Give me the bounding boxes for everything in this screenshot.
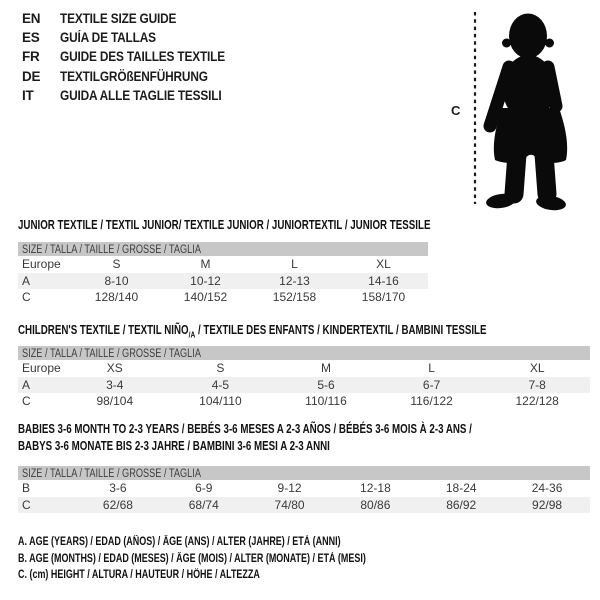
language-title-list — [22, 9, 248, 105]
measure-label-c: C — [451, 103, 461, 118]
section-title-babies — [18, 421, 472, 455]
value-cell: 152/158 — [272, 290, 317, 304]
table-row — [18, 480, 590, 497]
footnote-b: B. AGE (MONTHS) / EDAD (MESES) / ÂGE (MOIS) / ALTER (MONATE) / ETÀ (MESI) — [18, 552, 366, 565]
value-cell: 3-4 — [106, 377, 124, 392]
value-cell: 8-10 — [104, 273, 129, 288]
language-title: GUIDE DES TAILLES TEXTILE — [60, 49, 226, 65]
section-title-junior: JUNIOR TEXTILE / TEXTIL JUNIOR/ TEXTILE JUNIOR / JUNIORTEXTIL / JUNIOR TESSILE — [18, 218, 431, 232]
value-cell: 104/110 — [199, 394, 242, 408]
title-text: CHILDREN'S TEXTILE / TEXTIL NIÑO — [18, 323, 189, 337]
title-text: / TEXTILE DES ENFANTS / KINDERTEXTIL / BAMBINI TESSILE — [195, 323, 487, 337]
row-label-cell: A — [22, 377, 31, 392]
value-cell: 14-16 — [368, 273, 399, 288]
size-table-header-bar — [18, 242, 428, 256]
row-label-cell: A — [22, 273, 31, 288]
title-line-1: BABIES 3-6 MONTH TO 2-3 YEARS / BEBÉS 3-6 MESES A 2-3 AÑOS / BÉBÉS 3-6 MOIS À 2-3 ANS / — [18, 422, 472, 436]
language-row — [22, 47, 248, 66]
value-cell: 74/80 — [274, 497, 305, 512]
height-measure-figure — [440, 4, 598, 212]
table-row — [18, 360, 590, 377]
value-cell: 80/86 — [360, 497, 391, 512]
legend-footnotes — [18, 534, 464, 584]
row-label-cell: C — [22, 497, 31, 512]
value-cell: L — [291, 257, 298, 271]
value-cell: 140/152 — [183, 290, 228, 304]
babies-size-table — [18, 466, 590, 513]
language-title: TEXTILGRÖßENFÜHRUNG — [60, 68, 208, 84]
size-table-header-label: SIZE / TALLA / TAILLE / GRÖSSE / TAGLIA — [22, 244, 201, 256]
language-code: DE — [22, 68, 41, 84]
size-table-header-bar — [18, 346, 590, 360]
row-label-cell: C — [22, 290, 31, 304]
language-code: IT — [22, 87, 34, 103]
table-row — [18, 256, 428, 273]
value-cell: 92/98 — [532, 497, 563, 512]
table-row — [18, 377, 590, 394]
section-title-children — [18, 322, 487, 344]
table-row — [18, 289, 428, 306]
language-row — [22, 67, 248, 86]
value-cell: L — [428, 361, 435, 375]
title-subscript: /A — [188, 329, 196, 340]
row-label-cell: C — [22, 394, 31, 408]
value-cell: M — [320, 361, 331, 375]
language-row — [22, 86, 248, 105]
toddler-silhouette — [485, 14, 567, 213]
value-cell: S — [216, 361, 225, 375]
value-cell: 4-5 — [211, 377, 230, 392]
value-cell: 98/104 — [96, 394, 134, 408]
value-cell: 86/92 — [446, 497, 477, 512]
value-cell: 6-9 — [195, 481, 213, 495]
value-cell: XL — [376, 257, 391, 271]
title-line-2: BABYS 3-6 MONATE BIS 2-3 JAHRE / BAMBINI 3-6 MESI A 2-3 ANNI — [18, 439, 330, 453]
value-cell: 68/74 — [188, 497, 219, 512]
footnote-a: A. AGE (YEARS) / EDAD (AÑOS) / ÂGE (ANS) / ALTER (JAHRE) / ETÀ (ANNI) — [18, 536, 341, 548]
size-table-header-label: SIZE / TALLA / TAILLE / GRÖSSE / TAGLIA — [22, 348, 201, 360]
language-row — [22, 28, 248, 47]
value-cell: 62/68 — [102, 497, 133, 512]
footnote-c: C. (cm) HEIGHT / ALTURA / HAUTEUR / HÖHE / ALTEZZA — [18, 569, 260, 582]
value-cell: 18-24 — [445, 481, 477, 495]
value-cell: 128/140 — [94, 290, 139, 304]
value-cell: 3-6 — [109, 481, 127, 495]
language-code: FR — [22, 49, 40, 65]
language-title: GUÍA DE TALLAS — [60, 30, 156, 46]
value-cell: 116/122 — [410, 394, 453, 408]
value-cell: 6-7 — [422, 377, 441, 392]
size-table-header-label: SIZE / TALLA / TAILLE / GRÖSSE / TAGLIA — [22, 468, 201, 480]
value-cell: S — [112, 257, 121, 271]
value-cell: 9-12 — [277, 481, 302, 495]
junior-size-table — [18, 242, 428, 306]
value-cell: M — [200, 257, 211, 271]
row-label-cell: Europe — [22, 361, 61, 375]
value-cell: 122/128 — [515, 394, 559, 408]
value-cell: 110/116 — [305, 394, 347, 408]
value-cell: 12-13 — [279, 273, 310, 288]
table-row — [18, 497, 590, 514]
language-code: EN — [22, 11, 41, 27]
language-code: ES — [22, 30, 40, 46]
table-row — [18, 273, 428, 290]
toddler-silhouette-image — [440, 4, 598, 212]
row-label-cell: B — [22, 481, 31, 495]
language-title: GUIDA ALLE TAGLIE TESSILI — [60, 87, 222, 103]
value-cell: 7-8 — [528, 377, 546, 392]
row-label-cell: Europe — [22, 257, 61, 271]
value-cell: 5-6 — [317, 377, 335, 392]
value-cell: 10-12 — [190, 273, 221, 288]
children-size-table — [18, 346, 590, 410]
language-title: TEXTILE SIZE GUIDE — [60, 11, 177, 27]
size-table-header-bar — [18, 466, 590, 480]
value-cell: 24-36 — [531, 481, 563, 495]
value-cell: 12-18 — [360, 481, 391, 495]
value-cell: XS — [106, 361, 123, 375]
language-row — [22, 9, 248, 28]
value-cell: 158/170 — [361, 290, 406, 304]
value-cell: XL — [529, 361, 545, 375]
table-row — [18, 393, 590, 410]
